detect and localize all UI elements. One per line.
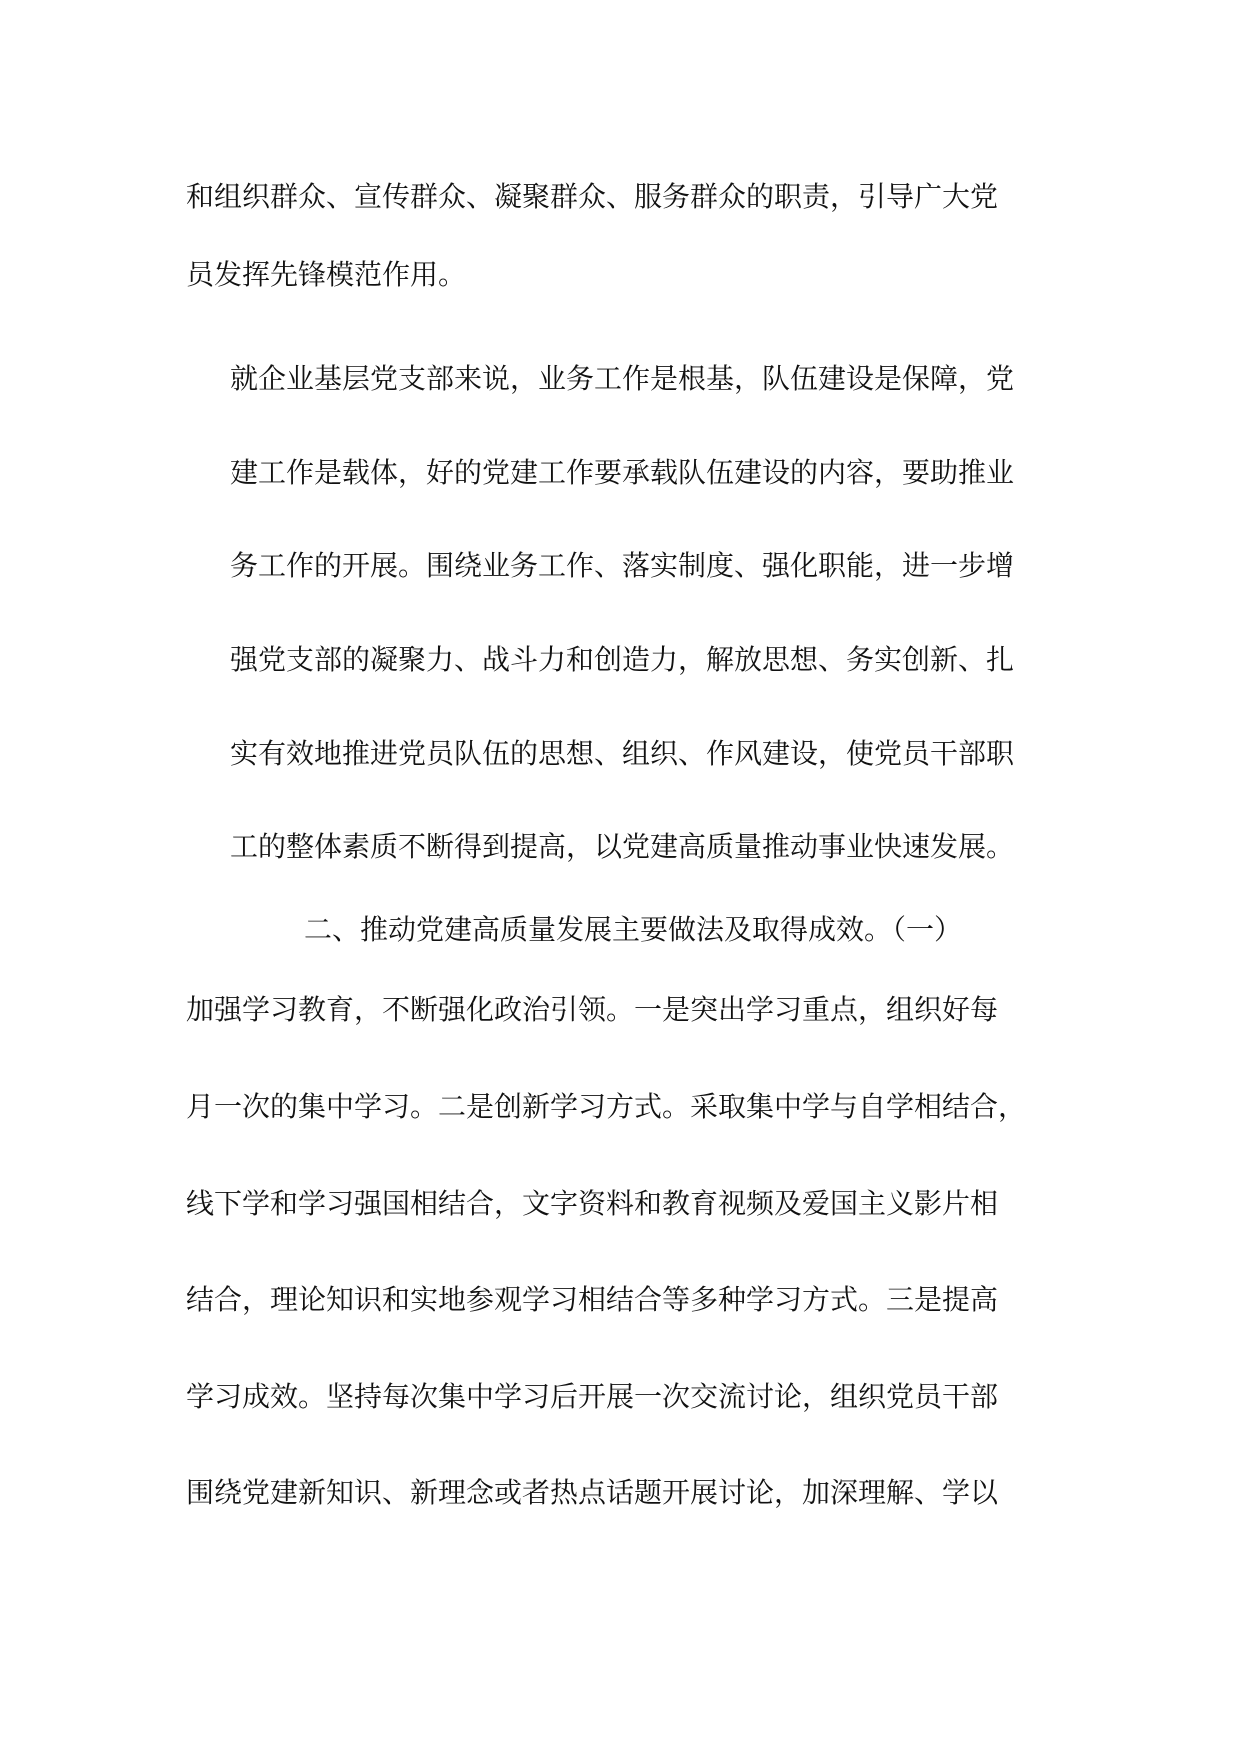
text-line: 强党支部的凝聚力、战斗力和创造力，解放思想、务实创新、扎	[230, 643, 1015, 676]
section-heading-line: 二、推动党建高质量发展主要做法及取得成效。（一）	[304, 913, 963, 946]
text-line: 学习成效。坚持每次集中学习后开展一次交流讨论，组织党员干部	[186, 1380, 999, 1413]
text-line: 月一次的集中学习。二是创新学习方式。采取集中学与自学相结合，	[186, 1090, 1027, 1123]
text-line: 务工作的开展。围绕业务工作、落实制度、强化职能，进一步增	[230, 549, 1015, 582]
text-line: 线下学和学习强国相结合，文字资料和教育视频及爱国主义影片相	[186, 1187, 999, 1220]
text-line: 围绕党建新知识、新理念或者热点话题开展讨论，加深理解、学以	[186, 1476, 999, 1509]
text-line: 就企业基层党支部来说，业务工作是根基，队伍建设是保障，党	[230, 362, 1015, 395]
text-line: 工的整体素质不断得到提高，以党建高质量推动事业快速发展。	[230, 830, 1015, 863]
text-line: 加强学习教育，不断强化政治引领。一是突出学习重点，组织好每	[186, 993, 999, 1026]
text-line: 建工作是载体，好的党建工作要承载队伍建设的内容，要助推业	[230, 456, 1015, 489]
text-line: 实有效地推进党员队伍的思想、组织、作风建设，使党员干部职	[230, 737, 1015, 770]
text-line: 和组织群众、宣传群众、凝聚群众、服务群众的职责，引导广大党	[186, 180, 999, 213]
text-line: 结合，理论知识和实地参观学习相结合等多种学习方式。三是提高	[186, 1283, 999, 1316]
text-line: 员发挥先锋模范作用。	[186, 258, 467, 291]
